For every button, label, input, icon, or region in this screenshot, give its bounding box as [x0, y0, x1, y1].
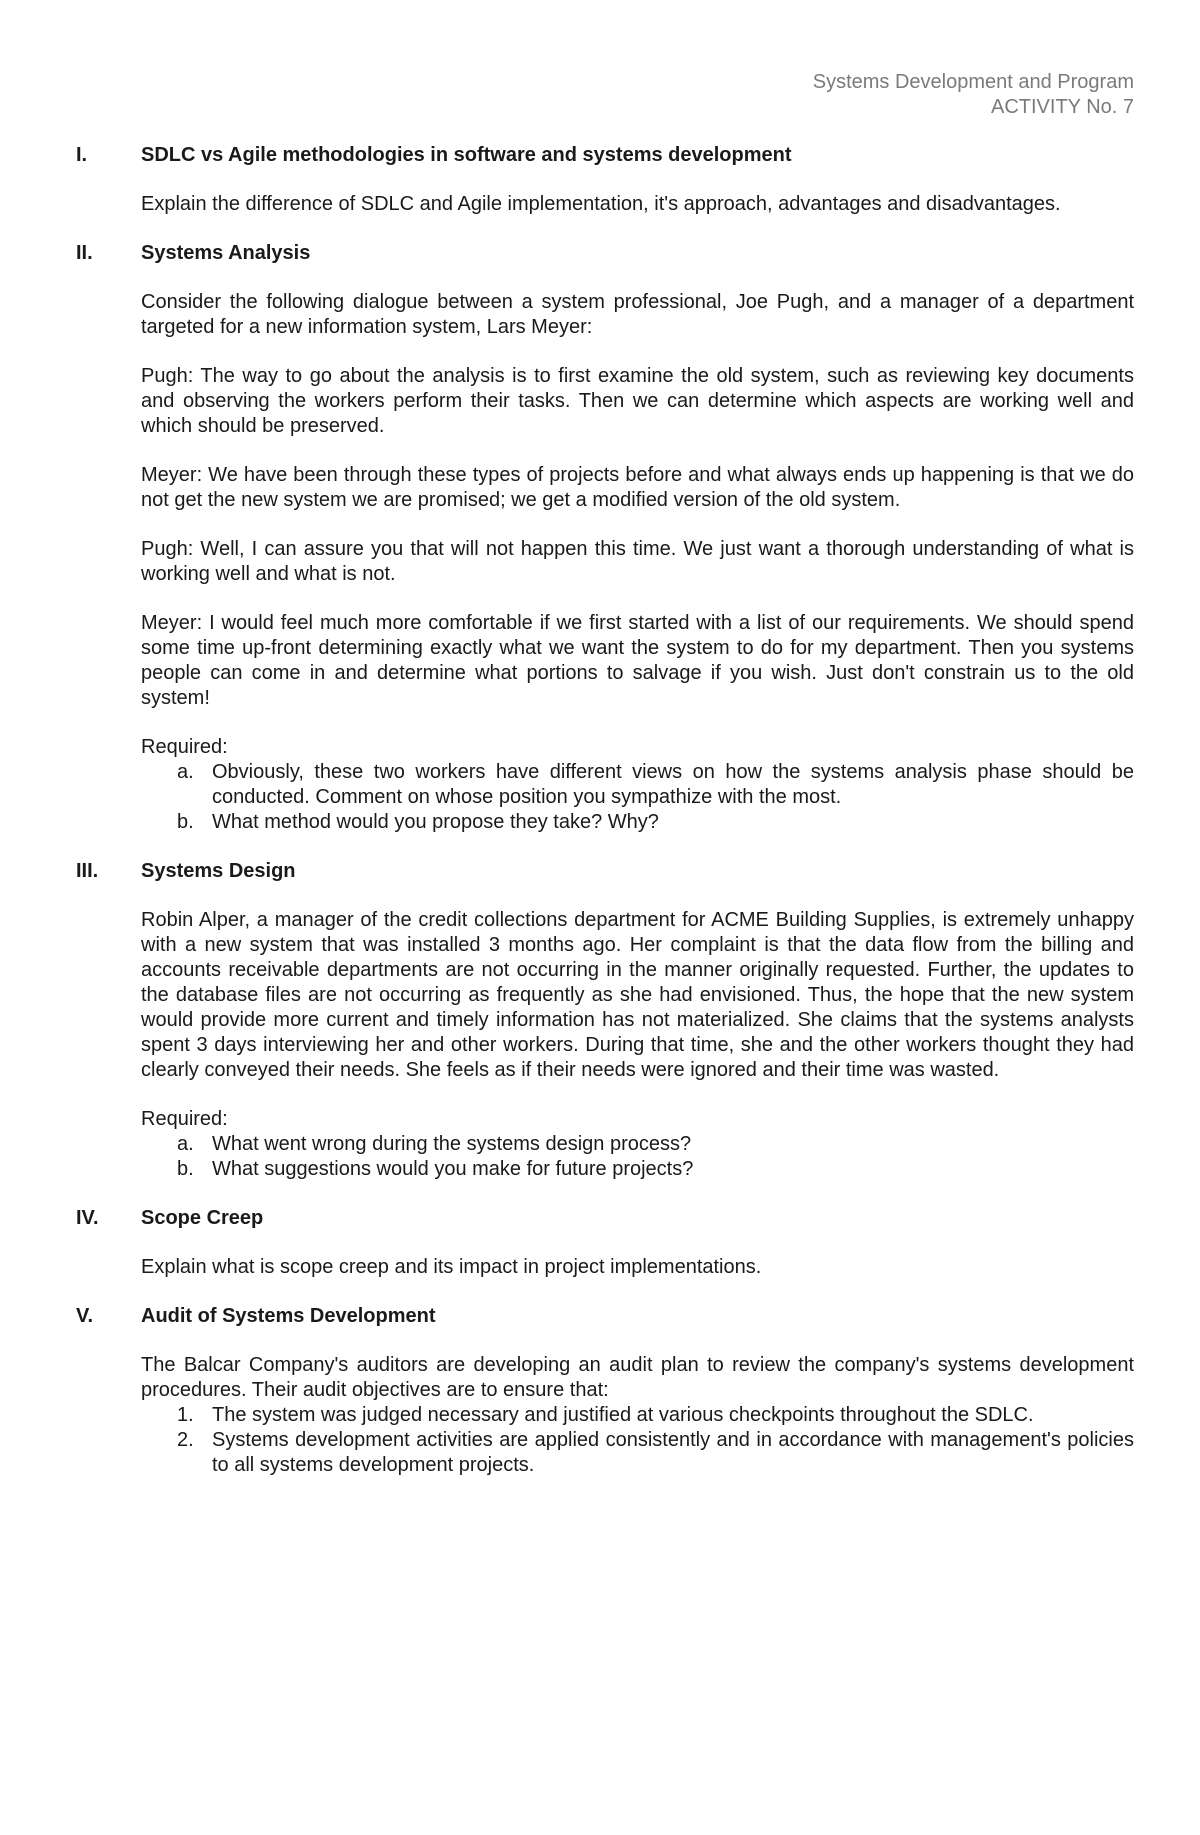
list-marker: 1.: [177, 1404, 194, 1426]
section-number: II.: [76, 242, 93, 264]
section-systems-analysis: [76, 241, 1134, 835]
list-marker: b.: [177, 1158, 194, 1180]
paragraph: Robin Alper, a manager of the credit collections department for ACME Building Supplies, is extremely unhappy with a new system that was installed 3 months ago. Her complaint is that the data flow from the billing and accounts receivable departments are not occurring in the manner originally requested. Further, the updates to the database files are not occurring as frequently as she had envisioned. Thus, the hope that the new system would provide more current and timely information has not materialized. She claims that the systems analysts spent 3 days interviewing her and other workers. During that time, she and the other workers thought they had clearly conveyed their needs. She feels as if their needs were ignored and their time was wasted.: [141, 909, 1134, 1081]
dialogue-meyer-1: Meyer: We have been through these types of projects before and what always ends up happening is that we do not get the new system we are promised; we get a modified version of the old system.: [141, 464, 1134, 511]
list-item-text: The system was judged necessary and justified at various checkpoints throughout the SDLC.: [212, 1404, 1034, 1426]
section-scope-creep: [76, 1206, 1134, 1280]
list-marker: a.: [177, 761, 194, 783]
required-label: Required:: [141, 1108, 228, 1130]
course-title: Systems Development and Program: [812, 71, 1134, 93]
list-item: [141, 760, 1134, 810]
section-audit-systems-development: [76, 1304, 1134, 1478]
question-list: [141, 760, 1134, 835]
paragraph: Consider the following dialogue between a system professional, Joe Pugh, and a manager of a department targeted for a new information system, Lars Meyer:: [141, 291, 1134, 338]
list-item: [141, 1428, 1134, 1478]
list-item: [141, 1157, 1134, 1182]
list-item-text: What suggestions would you make for future projects?: [212, 1158, 694, 1180]
activity-number: ACTIVITY No. 7: [990, 96, 1134, 118]
paragraph: Explain what is scope creep and its impact in project implementations.: [141, 1256, 762, 1278]
paragraph: The Balcar Company's auditors are developing an audit plan to review the company's systems development procedures. Their audit objectives are to ensure that:: [141, 1354, 1134, 1401]
section-title: Systems Analysis: [141, 242, 311, 264]
list-marker: 2.: [177, 1429, 194, 1451]
dialogue-pugh-2: Pugh: Well, I can assure you that will not happen this time. We just want a thorough understanding of what is working well and what is not.: [141, 538, 1134, 585]
list-item: [141, 1132, 1134, 1157]
list-item-text: Systems development activities are applied consistently and in accordance with management's policies to all systems development projects.: [212, 1429, 1134, 1476]
section-number: V.: [76, 1305, 94, 1327]
paragraph: Explain the difference of SDLC and Agile implementation, it's approach, advantages and disadvantages.: [141, 193, 1061, 215]
section-title: Systems Design: [141, 860, 296, 882]
dialogue-meyer-2: Meyer: I would feel much more comfortable if we first started with a list of our requirements. We should spend some time up-front determining exactly what we want the system to do for my department. Then you systems people can come in and determine what portions to salvage if you wish. Just don't constrain us to the old system!: [141, 612, 1134, 709]
objective-list: [141, 1403, 1134, 1478]
section-number: IV.: [76, 1207, 99, 1229]
question-list: [141, 1132, 1134, 1182]
list-item: [141, 1403, 1134, 1428]
list-item-text: What method would you propose they take? Why?: [212, 811, 659, 833]
list-marker: a.: [177, 1133, 194, 1155]
section-title: Scope Creep: [141, 1207, 264, 1229]
list-item-text: Obviously, these two workers have different views on how the systems analysis phase should be conducted. Comment on whose position you sympathize with the most.: [212, 761, 1134, 808]
section-title: Audit of Systems Development: [141, 1305, 436, 1327]
section-number: I.: [76, 144, 88, 166]
list-marker: b.: [177, 811, 194, 833]
dialogue-pugh-1: Pugh: The way to go about the analysis is to first examine the old system, such as reviewing key documents and observing the workers perform their tasks. Then we can determine which aspects are working well and which should be preserved.: [141, 365, 1134, 437]
required-label: Required:: [141, 736, 228, 758]
list-item: [141, 810, 1134, 835]
list-item-text: What went wrong during the systems design process?: [212, 1133, 692, 1155]
section-systems-design: [76, 859, 1134, 1182]
section-sdlc-vs-agile: [76, 143, 1134, 217]
section-number: III.: [76, 860, 99, 882]
section-title: SDLC vs Agile methodologies in software and systems development: [141, 144, 792, 166]
page-header: [141, 70, 1134, 120]
